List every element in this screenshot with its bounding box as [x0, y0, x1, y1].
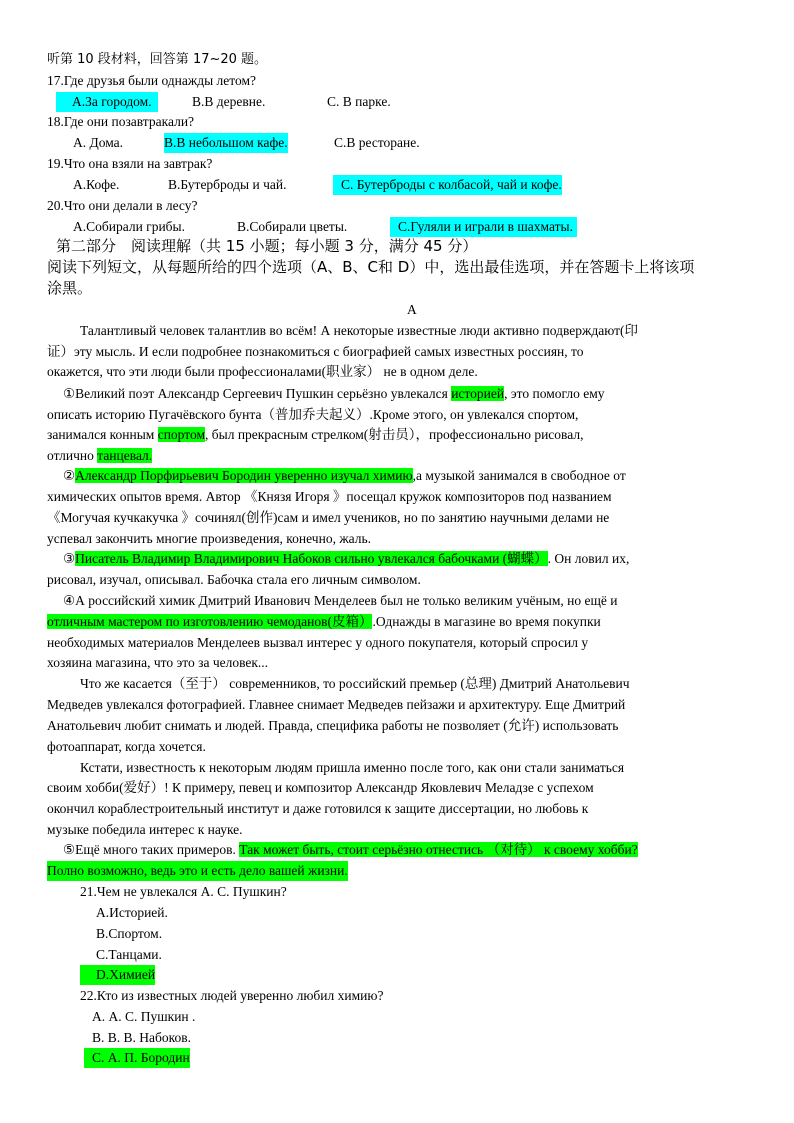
question-19: 19.Что она взяли на завтрак?: [47, 156, 213, 171]
q17-option-a: А.За городом.: [56, 92, 158, 112]
p2-text: , был прекрасным стрелком(射击员），профессионально рисовал,: [205, 427, 584, 442]
paragraph-6-line-3: Анатольевич любит снимать и людей. Правда, специфика работы не позволяет (允许) использовать: [47, 718, 619, 733]
paragraph-5-line-4: хозяина магазина, что это за человек...: [47, 655, 269, 670]
listening-instruction: 听第 10 段材料，回答第 17~20 题。: [47, 52, 268, 67]
q21-option-a: А.Историей.: [96, 905, 168, 920]
p4-text: ③: [63, 551, 76, 566]
paragraph-8-line-1: [63, 840, 638, 860]
p8-text: ⑤Ещё много таких примеров.: [63, 842, 240, 857]
q21-option-d: D.Химией: [80, 965, 155, 985]
p2-text: ①Великий поэт Александр Сергеевич Пушкин серьёзно увлекался: [63, 386, 452, 401]
q18-option-a: А. Дома.: [73, 135, 124, 150]
q21-option-c: С.Танцами.: [96, 947, 162, 962]
paragraph-5-line-2: [47, 612, 601, 632]
q22-option-c: С. А. П. Бородин: [84, 1048, 190, 1068]
paragraph-5-line-1: ④А российский химик Дмитрий Иванович Менделеев был не только великим учёным, но ещё и: [63, 593, 618, 608]
p2-text: отлично: [47, 448, 98, 463]
paragraph-7-line-4: музыке победила интерес к науке.: [47, 822, 243, 837]
paragraph-3-line-2: химических опытов время. Автор 《Князя Игоря 》посещал кружок композиторов под названием: [47, 489, 612, 504]
p2-highlight-history: историей: [451, 386, 505, 401]
q20-option-c: С.Гуляли и играли в шахматы.: [390, 217, 577, 237]
passage-letter: A: [407, 302, 417, 317]
p5-text: .Однажды в магазине во время покупки: [372, 614, 601, 629]
paragraph-1-line-3: окажется, что эти люди были профессионалами(职业家） не в одном деле.: [47, 364, 478, 379]
q21-option-b: В.Спортом.: [96, 926, 163, 941]
paragraph-2-line-2: описать историю Пугачёвского бунта（普加乔夫起义）.Кроме этого, он увлекался спортом,: [47, 407, 579, 422]
paragraph-4-line-1: [63, 549, 629, 569]
q20-option-a: А.Собирали грибы.: [73, 219, 185, 234]
paragraph-5-line-3: необходимых материалов Менделеев вызвал интерес у одного покупателя, который спросил у: [47, 635, 589, 650]
p8-highlight-hobby: Так может быть, стоит серьёзно отнестись （对待） к своему хобби?: [239, 842, 638, 857]
question-18: 18.Где они позавтракали?: [47, 114, 195, 129]
paragraph-3-line-1: [63, 466, 626, 486]
paragraph-3-line-4: успевал закончить многие произведения, конечно, жаль.: [47, 531, 372, 546]
p2-highlight-dance: танцевал.: [97, 448, 153, 463]
paragraph-2-line-4: [47, 446, 152, 466]
paragraph-6-line-4: фотоаппарат, когда хочется.: [47, 739, 206, 754]
paragraph-7-line-3: окончил кораблестроительный институт и даже готовился к защите диссертации, но любовь к: [47, 801, 589, 816]
p4-text: . Он ловил их,: [547, 551, 630, 566]
p4-highlight-butterflies: Писатель Владимир Владимирович Набоков сильно увлекался бабочками (蝴蝶）: [75, 551, 548, 566]
paragraph-7-line-2: своим хобби(爱好）! К примеру, певец и композитор Александр Яковлевич Меладзе с успехом: [47, 780, 594, 795]
p3-highlight-chemistry: Александр Порфирьевич Бородин уверенно изучал химию: [75, 468, 413, 483]
paragraph-2-line-3: [47, 425, 583, 445]
q22-option-b: В. В. В. Набоков.: [92, 1030, 191, 1045]
q19-option-a: А.Кофе.: [73, 177, 120, 192]
q22-option-a: А. А. С. Пушкин .: [92, 1009, 196, 1024]
p5-highlight-suitcases: отличным мастером по изготовлению чемоданов(皮箱）: [47, 614, 373, 629]
question-20: 20.Что они делали в лесу?: [47, 198, 198, 213]
q18-option-b: В.В небольшом кафе.: [164, 133, 288, 153]
q20-option-b: В.Собирали цветы.: [237, 219, 348, 234]
paragraph-6-line-2: Медведев увлекался фотографией. Главнее снимает Медведев пейзажи и архитектуру. Еще Дмитрий: [47, 697, 626, 712]
paragraph-3-line-3: 《Могучая кучкакучка 》сочинял(创作)сам и имел учеников, но по занятию научными делами не: [47, 510, 610, 525]
q17-option-b: В.В деревне.: [192, 94, 266, 109]
p2-text: занимался конным: [47, 427, 158, 442]
question-17: 17.Где друзья были однажды летом?: [47, 73, 257, 88]
reading-instruction-line-2: 涂黑。: [47, 279, 93, 297]
q18-option-c: С.В ресторане.: [334, 135, 420, 150]
reading-section-title: 第二部分 阅读理解（共 15 小题；每小题 3 分，满分 45 分）: [56, 237, 478, 255]
p3-text: ②: [63, 468, 76, 483]
p2-highlight-sport: спортом: [157, 427, 206, 442]
reading-instruction-line-1: 阅读下列短文，从每题所给的四个选项（A、B、C和 D）中，选出最佳选项，并在答题卡上将该项: [47, 258, 695, 276]
paragraph-7-line-1: Кстати, известность к некоторым людям пришла именно после того, как они стали заниматься: [80, 760, 625, 775]
paragraph-4-line-2: рисовал, изучал, описывал. Бабочка стала его личным символом.: [47, 572, 421, 587]
question-22: 22.Кто из известных людей уверенно любил химию?: [80, 988, 384, 1003]
q19-option-b: В.Бутерброды и чай.: [168, 177, 287, 192]
p2-text: , это помогло ему: [504, 386, 605, 401]
p3-text: ,а музыкой занимался в свободное от: [412, 468, 626, 483]
q17-option-c: С. В парке.: [327, 94, 391, 109]
paragraph-6-line-1: Что же касается（至于） современников, то российский премьер (总理) Дмитрий Анатольевич: [80, 676, 630, 691]
paragraph-1-line-2: 证）эту мысль. И если подробнее познакомиться с биографией самых известных россиян, то: [47, 344, 584, 359]
paragraph-8-line-2: Полно возможно, ведь это и есть дело вашей жизни.: [47, 861, 348, 881]
paragraph-1-line-1: Талантливый человек талантлив во всём! А некоторые известные люди активно подверждают(印: [80, 323, 639, 338]
q19-option-c: С. Бутерброды с колбасой, чай и кофе.: [333, 175, 562, 195]
paragraph-2-line-1: [63, 384, 605, 404]
question-21: 21.Чем не увлекался А. С. Пушкин?: [80, 884, 287, 899]
